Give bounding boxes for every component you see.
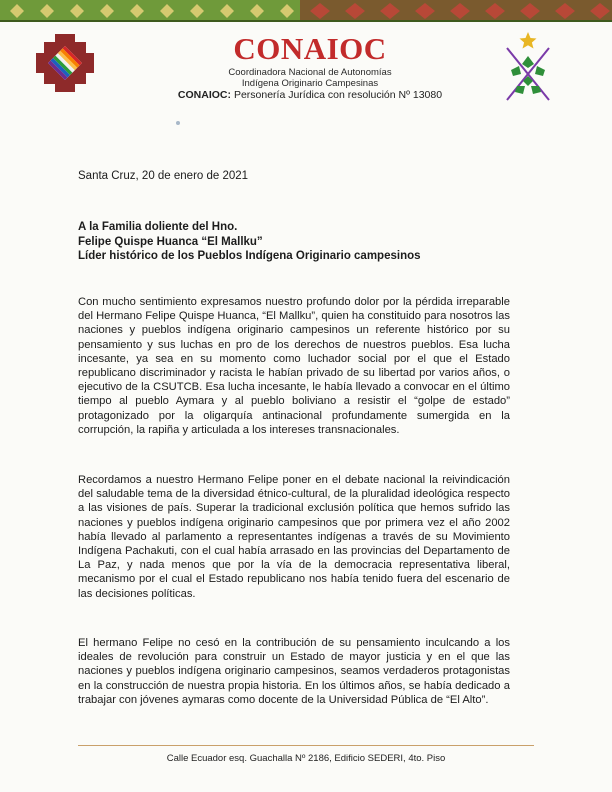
org-subtitle-2: Indígena Originario Campesinas: [241, 78, 379, 89]
star-cross-logo-icon: [497, 30, 559, 108]
decorative-top-band: [0, 0, 612, 22]
org-name: CONAIOC: [233, 31, 387, 66]
registration-label: CONAIOC:: [177, 89, 232, 101]
body-paragraph-3: El hermano Felipe no cesó en la contribución de su pensamiento inculcando a los ideales de revolución para construir un Estado de mayor justicia y en el que las naciones y pueblos indígena originario campesinos, seamos verdaderos protagonistas en la construcción de nuestra propia historia. En los últimos años, se había dedicado a trabajar con jóvenes aymaras como docente de la Universidad Pública de “El Alto”.: [78, 637, 510, 706]
body-paragraph-2: Recordamos a nuestro Hermano Felipe poner en el debate nacional la reivindicación del saludable tema de la diversidad étnico-cultural, de la pluralidad ideológica respecto a las visiones de país. Superar la tradicional exclusión política que hemos sufrido las naciones y pueblos indígena originario campesinos que por primera vez el año 2002 había llevado al parlamento a representantes indígenas a través de su Movimiento Indígena Pachakuti, con el cual había arrasado en las provincias del Departamento de La Paz, y nada menos que por la vía de la democracia representativa liberal, mecanismo por el cual el Estado republicano nos había tenido fuera del escenario de las decisiones políticas.: [78, 474, 510, 600]
scan-mark: [176, 121, 180, 125]
addressee-line: A la Familia doliente del Hno.: [78, 221, 238, 233]
org-subtitle-1: Coordinadora Nacional de Autonomías: [228, 67, 392, 78]
footer-address: Calle Ecuador esq. Guachalla Nº 2186, Edificio SEDERI, 4to. Piso: [166, 753, 446, 764]
addressee-line: Líder histórico de los Pueblos Indígena Originario campesinos: [78, 250, 421, 262]
addressee-block: [78, 220, 421, 264]
registration-text: Personería Jurídica con resolución Nº 13080: [233, 89, 443, 101]
chakana-wiphala-logo-icon: [34, 32, 96, 94]
body-paragraph-1: Con mucho sentimiento expresamos nuestro profundo dolor por la pérdida irreparable del Hermano Felipe Quispe Huanca, “El Mallku”, quien ha constituido para nosotros las naciones y pueblos indígena originario campesinos un referente histórico por su pensamiento y sus luchas en pro de los derechos de nuestros pueblos. Esa lucha incesante, ya sea en su momento como luchador social por el que el Estado republicano discriminador y racista le habían privado de su libertad por varios años, o ejecutivo de la CSUTCB. Esa lucha incesante, le había llevado a convocar en el último tiempo al pueblo Aymara y al pueblo boliviano a resistir el “golpe de estado” protagonizado por la oligarquía antinacional profundamente sumergida en la corrupción, la rapiña y articulada a los intereses transnacionales.: [78, 296, 510, 436]
footer-divider: [78, 745, 534, 746]
addressee-line: Felipe Quispe Huanca “El Mallku”: [78, 235, 263, 248]
letter-date: Santa Cruz, 20 de enero de 2021: [78, 170, 249, 182]
org-registration: [150, 89, 470, 102]
